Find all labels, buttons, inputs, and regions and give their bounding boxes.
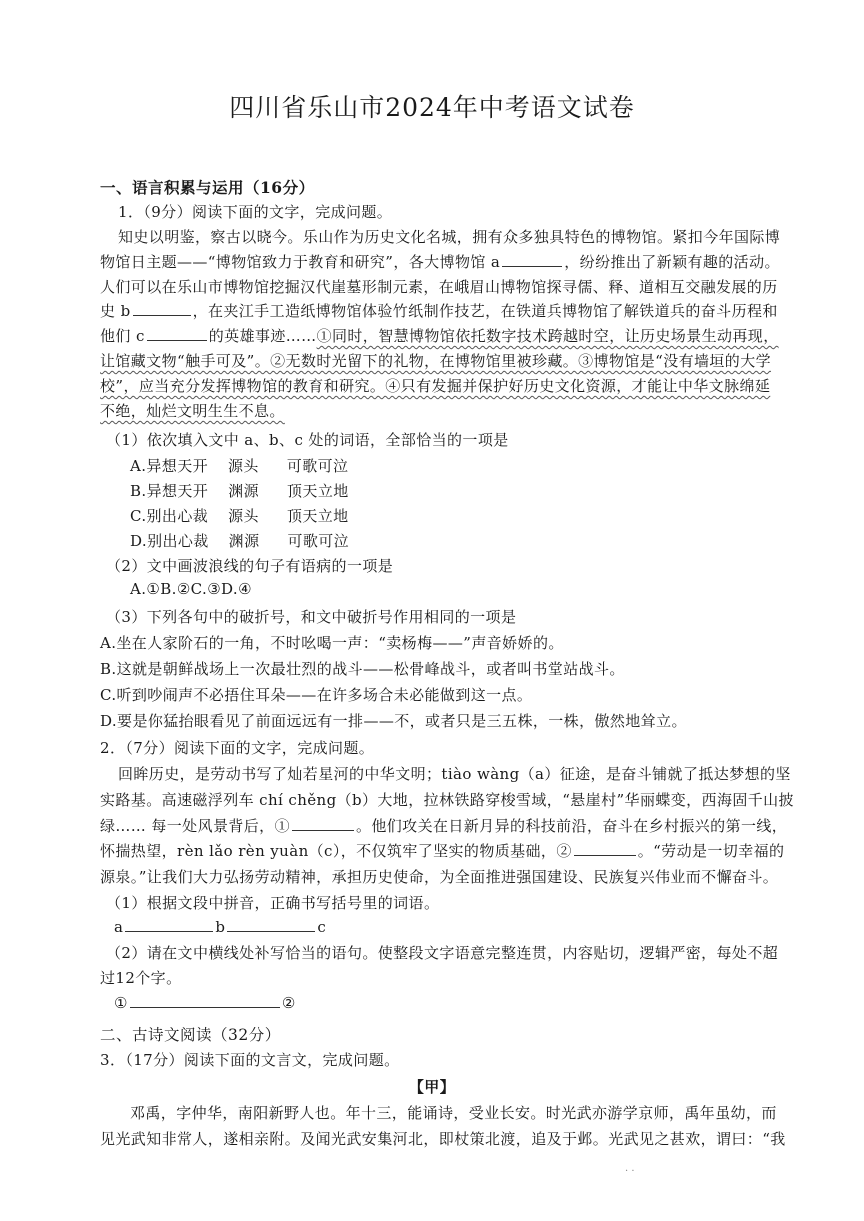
- blank-c: [147, 326, 207, 341]
- q1-text: 史 b: [100, 302, 131, 320]
- q1-sub-question-3-option: A.坐在人家阶石的一角，不时吆喝一声：“卖杨梅——”声音娇娇的。: [100, 634, 564, 652]
- q2-heading: 2．（7分）阅读下面的文字，完成问题。: [100, 739, 375, 757]
- q1-text: 的英雄事迹……: [208, 327, 317, 345]
- option-word: 异想天开: [146, 482, 209, 500]
- wavy-underlined-line: 让馆藏文物“触手可及”。②无数时光留下的礼物，在博物馆里被珍藏。③博物馆是“没有墙垣的大学: [100, 352, 772, 370]
- answer-field-a[interactable]: [125, 917, 213, 932]
- q1-sub-question-1: （1）依次填入文中 a、b、c 处的词语，全部恰当的一项是: [106, 431, 509, 449]
- option-row: [130, 530, 349, 551]
- option-row: [130, 480, 349, 501]
- option-word: 顶天立地: [286, 507, 349, 525]
- q3-heading: 3．（17分）阅读下面的文言文，完成问题。: [100, 1051, 400, 1069]
- q3-paragraph-line: 邓禹，字仲华，南阳新野人也。年十三，能诵诗，受业长安。时光武亦游学京师，禹年虽幼，而: [130, 1104, 777, 1122]
- page-title: 四川省乐山市2024年中考语文试卷: [229, 93, 635, 122]
- blank-a: [502, 252, 562, 267]
- answer-field-1[interactable]: [130, 993, 280, 1008]
- option-row: [130, 455, 348, 476]
- option-word: 渊源: [228, 532, 260, 550]
- q1-sub-question-2-options: A.①B.②C.③D.④: [130, 580, 252, 598]
- option-row: [130, 505, 349, 526]
- q2-answer-blanks: [114, 917, 326, 936]
- option-word: 可歌可泣: [286, 457, 349, 475]
- option-key: D.: [130, 532, 148, 550]
- answer-label-c: c: [317, 918, 327, 936]
- q2-text: 绿…… 每一处风景背后，①: [100, 817, 290, 835]
- option-word: 异想天开: [146, 457, 209, 475]
- q1-sub-question-3-option: D.要是你猛抬眼看见了前面远远有一排——不，或者只是三五株，一株，傲然地耸立。: [100, 712, 687, 730]
- q1-paragraph-line: 知史以明鉴，察古以晓今。乐山作为历史文化名城，拥有众多独具特色的博物馆。紧扣今年国际博: [118, 228, 781, 246]
- answer-label-1: ①: [114, 994, 128, 1012]
- answer-label-2: ②: [281, 994, 296, 1012]
- option-word: 源头: [228, 507, 259, 525]
- section-heading-1: 一、语言积累与运用（16分）: [100, 178, 315, 197]
- q3-paragraph-line: 见光武知非常人，遂相亲附。及闻光武安集河北，即杖策北渡，追及于邺。光武见之甚欢，谓曰：“我: [100, 1130, 786, 1148]
- q2-text: 。“劳动是一切幸福的: [637, 842, 785, 860]
- q1-text: ，在夹江手工造纸博物馆体验竹纸制作技艺，在铁道兵博物馆了解铁道兵的奋斗历程和: [192, 302, 778, 320]
- blank-b: [133, 301, 191, 316]
- option-key: C.: [130, 507, 147, 525]
- q2-paragraph-line: 源泉。”让我们大力弘扬劳动精神，承担历史使命，为全面推进强国建设、民族复兴伟业而不懈奋斗。: [100, 868, 779, 886]
- q1-paragraph-line: [100, 325, 779, 346]
- q2-paragraph-line: [100, 840, 784, 861]
- q1-sub-question-2: （2）文中画波浪线的句子有语病的一项是: [106, 557, 394, 575]
- q1-paragraph-line: [100, 251, 780, 272]
- answer-label-a: a: [114, 918, 124, 936]
- option-word: 可歌可泣: [287, 532, 350, 550]
- wavy-underlined-text: ①同时，智慧博物馆依托数字技术跨越时空，让历史场景生动再现，: [316, 327, 779, 345]
- wavy-underlined-line: 不绝，灿烂文明生生不息。: [100, 402, 285, 420]
- blank-2: [574, 841, 636, 856]
- option-word: 渊源: [228, 482, 260, 500]
- q1-text: 物馆日主题——“博物馆致力于教育和研究”，各大博物馆 a: [100, 253, 501, 271]
- passage-label-jia: 【甲】: [408, 1078, 456, 1096]
- option-word: 源头: [228, 457, 259, 475]
- option-key: A.: [130, 457, 147, 475]
- wavy-underlined-line: 校”，应当充分发挥博物馆的教育和研究。④只有发掘并保护好历史文化资源，才能让中华文脉绵延: [100, 377, 771, 395]
- q2-sub-question-2: （2）请在文中横线处补写恰当的语句。使整段文字语意完整连贯，内容贴切，逻辑严密，每处不超: [106, 944, 779, 962]
- q1-sub-question-3-option: C.听到吵闹声不必捂住耳朵——在许多场合未必能做到这一点。: [100, 686, 533, 704]
- answer-label-b: b: [215, 918, 226, 936]
- q1-text: ，纷纷推出了新颖有趣的活动。: [564, 253, 780, 271]
- q1-sub-question-3-option: B.这就是朝鲜战场上一次最壮烈的战斗——松骨峰战斗，或者叫书堂站战斗。: [100, 660, 625, 678]
- option-key: B.: [130, 482, 147, 500]
- q2-paragraph-line: 实路基。高速磁浮列车 chí chěng（b）大地，拉林铁路穿梭雪域，“悬崖村”华丽蝶变，西海固千山披: [100, 791, 794, 809]
- q1-text: 他们 c: [100, 327, 145, 345]
- option-word: 别出心裁: [147, 532, 209, 550]
- q1-paragraph-line: 人们可以在乐山市博物馆挖掘汉代崖墓形制元素，在峨眉山博物馆探寻儒、释、道相互交融发展的历: [100, 278, 778, 296]
- q2-text: 怀揣热望，rèn lǎo rèn yuàn（c），不仅筑牢了坚实的物质基础，②: [100, 842, 572, 860]
- q2-text: 。他们攻关在日新月异的科技前沿，奋斗在乡村振兴的第一线，: [355, 817, 788, 835]
- option-word: 别出心裁: [146, 507, 209, 525]
- q1-sub-question-3: （3）下列各句中的破折号，和文中破折号作用相同的一项是: [106, 608, 517, 626]
- footer-mark: · ·: [625, 1166, 635, 1177]
- q1-paragraph-line: [100, 300, 778, 321]
- section-heading-2: 二、古诗文阅读（32分）: [100, 1026, 281, 1044]
- q2-paragraph-line: [100, 815, 787, 836]
- blank-1: [292, 816, 354, 831]
- q2-answer-blanks-2: [114, 993, 296, 1012]
- q1-heading: 1．（9分）阅读下面的文字，完成问题。: [118, 203, 393, 221]
- answer-field-b[interactable]: [227, 917, 315, 932]
- q2-sub-question-2-cont: 过12个字。: [100, 969, 182, 987]
- q2-sub-question-1: （1）根据文段中拼音，正确书写括号里的词语。: [106, 894, 440, 912]
- q2-paragraph-line: 回眸历史，是劳动书写了灿若星河的中华文明；tiào wàng（a）征途，是奋斗铺就了抵达梦想的坚: [118, 765, 791, 783]
- option-word: 顶天立地: [287, 482, 349, 500]
